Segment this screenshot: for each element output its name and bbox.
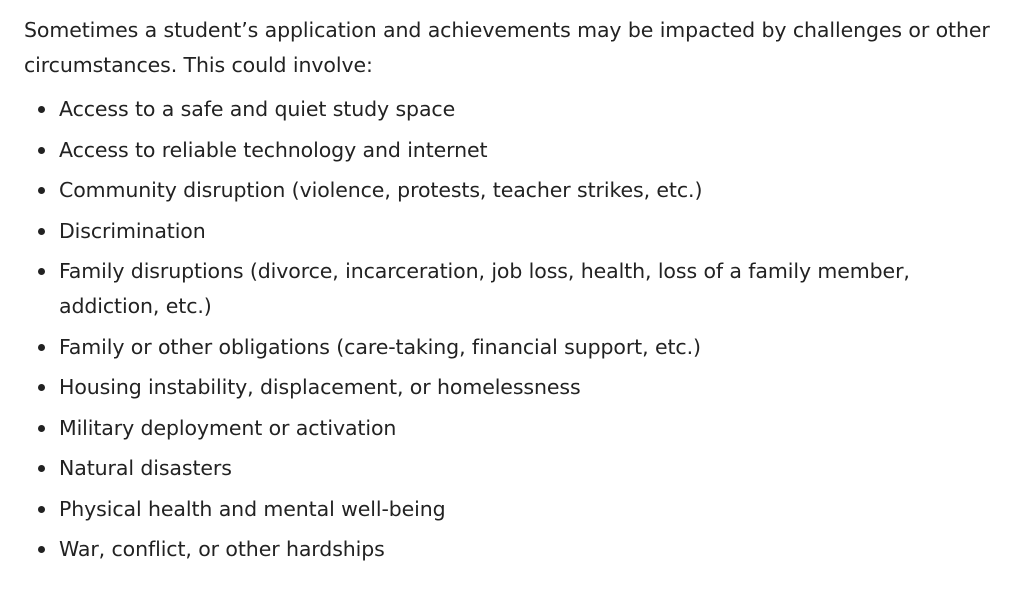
- list-item-text: Family or other obligations (care-taking, financial support, etc.): [59, 334, 701, 359]
- bullet-icon: [38, 187, 45, 194]
- list-item: [24, 173, 1004, 208]
- list-item-text: Natural disasters: [59, 456, 232, 480]
- bullet-icon: [38, 546, 45, 553]
- list-item-text: Access to a safe and quiet study space: [59, 97, 456, 121]
- list-item: [24, 133, 1004, 168]
- list-item-text: Discrimination: [59, 218, 206, 243]
- list-item-text: War, conflict, or other hardships: [59, 537, 385, 561]
- list-item-text: Access to reliable technology and internet: [59, 137, 488, 162]
- bullet-icon: [38, 465, 45, 472]
- list-item-text: Housing instability, displacement, or homelessness: [59, 375, 581, 399]
- intro-paragraph: Sometimes a student’s application and achievements may be impacted by challenges or other circumstances. This could involve:: [24, 18, 990, 77]
- list-item: [24, 370, 1004, 405]
- list-item-text: Community disruption (violence, protests, teacher strikes, etc.): [59, 178, 703, 202]
- bullet-icon: [38, 228, 45, 235]
- list-item: [24, 492, 1004, 527]
- bullet-icon: [38, 344, 45, 351]
- list-item: [24, 254, 1004, 324]
- bullet-icon: [38, 268, 45, 275]
- list-item-text: Family disruptions (divorce, incarceration, job loss, health, loss of a family member, addiction, etc.): [59, 259, 910, 318]
- list-item: [24, 214, 1004, 249]
- bullet-icon: [38, 106, 45, 113]
- bullet-icon: [38, 147, 45, 154]
- list-item-text: Physical health and mental well-being: [59, 496, 446, 521]
- list-item: [24, 532, 1004, 567]
- bullet-icon: [38, 384, 45, 391]
- list-item: [24, 411, 1004, 446]
- bullet-icon: [38, 506, 45, 513]
- circumstances-list: [24, 92, 1004, 567]
- circumstances-section: [24, 13, 1004, 573]
- bullet-icon: [38, 425, 45, 432]
- list-item: [24, 92, 1004, 127]
- list-item-text: Military deployment or activation: [59, 415, 397, 440]
- list-item: [24, 330, 1004, 365]
- list-item: [24, 451, 1004, 486]
